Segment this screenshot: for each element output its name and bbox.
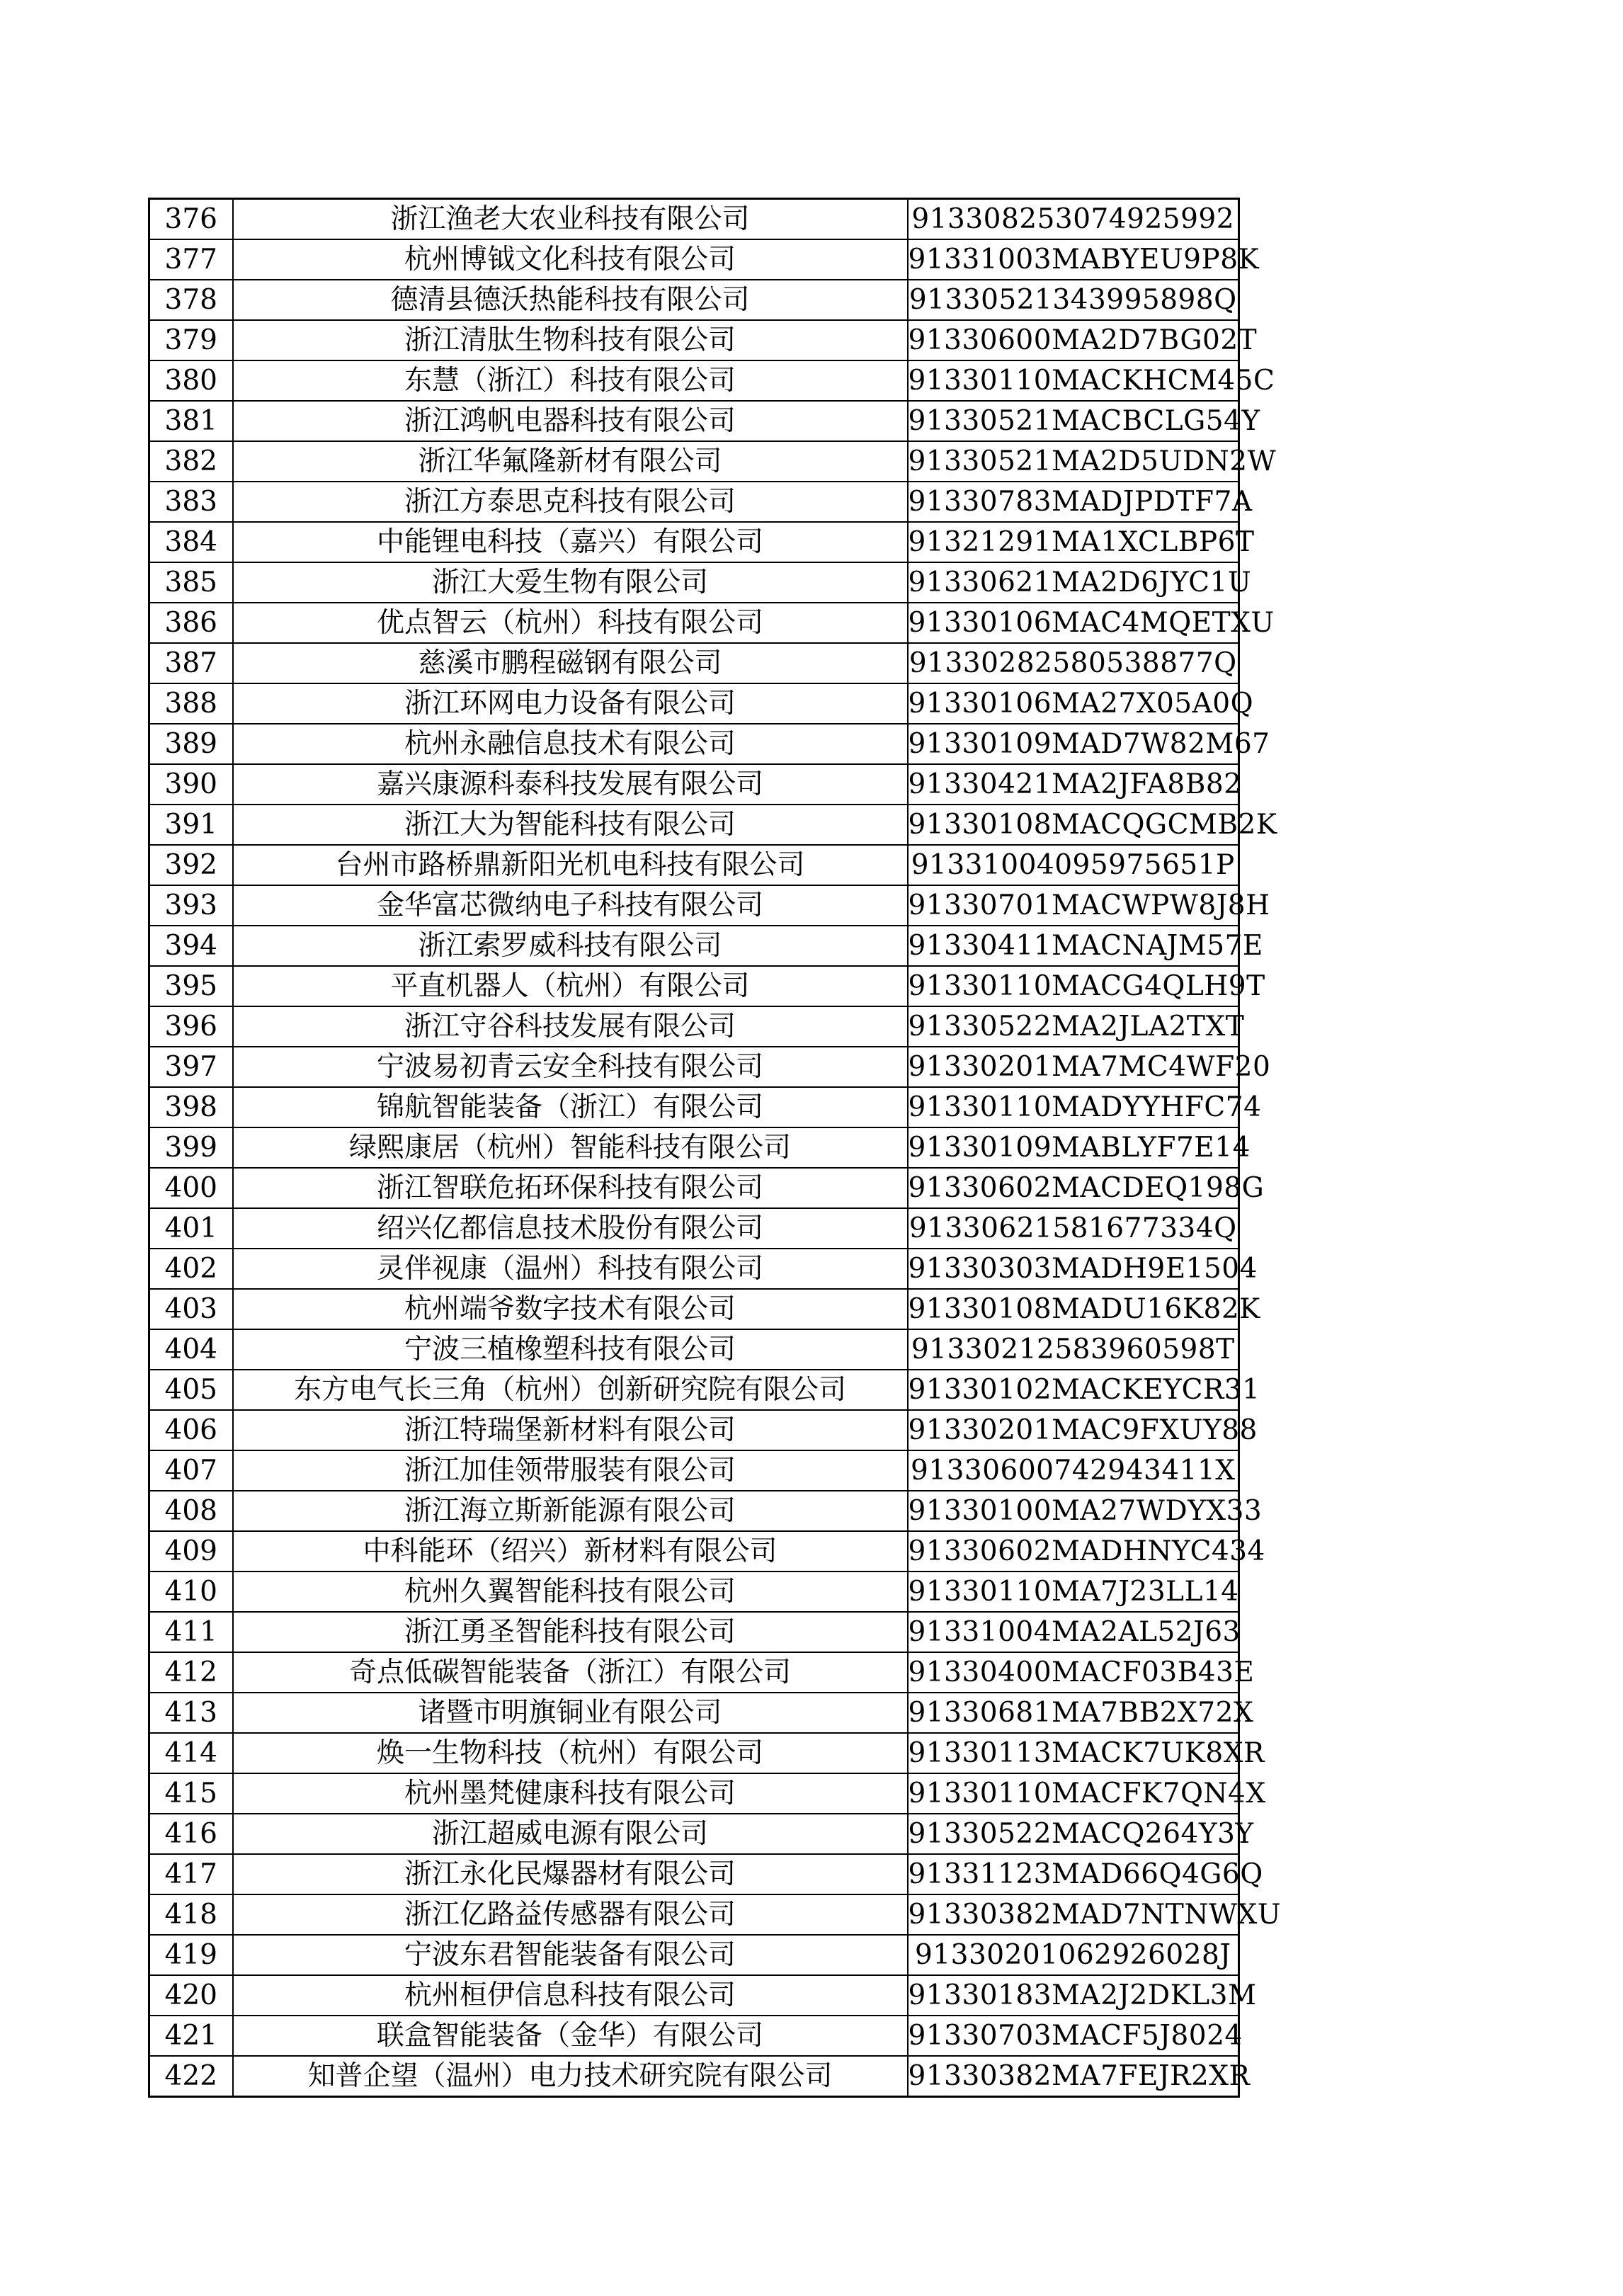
row-number: 385 — [149, 562, 233, 603]
company-name: 浙江鸿帆电器科技有限公司 — [233, 401, 908, 441]
company-name: 浙江清肽生物科技有限公司 — [233, 320, 908, 360]
credit-code: 91331123MAD66Q4G6Q — [908, 1854, 1239, 1894]
table-row — [149, 360, 1239, 401]
company-name: 中科能环（绍兴）新材料有限公司 — [233, 1531, 908, 1572]
table-row — [149, 1370, 1239, 1410]
row-number: 376 — [149, 199, 233, 240]
company-name: 浙江特瑞堡新材料有限公司 — [233, 1410, 908, 1450]
table-row — [149, 683, 1239, 724]
table-row — [149, 1410, 1239, 1450]
credit-code: 91330421MA2JFA8B82 — [908, 764, 1239, 805]
row-number: 406 — [149, 1410, 233, 1450]
row-number: 394 — [149, 926, 233, 966]
table-row — [149, 966, 1239, 1006]
company-name: 浙江守谷科技发展有限公司 — [233, 1006, 908, 1047]
row-number: 386 — [149, 603, 233, 643]
credit-code: 91330400MACF03B43E — [908, 1652, 1239, 1693]
company-name: 浙江华氟隆新材有限公司 — [233, 441, 908, 482]
row-number: 392 — [149, 845, 233, 885]
credit-code: 91330621581677334Q — [908, 1208, 1239, 1249]
company-name: 浙江智联危拓环保科技有限公司 — [233, 1168, 908, 1208]
row-number: 384 — [149, 522, 233, 562]
credit-code: 91330106MA27X05A0Q — [908, 683, 1239, 724]
row-number: 395 — [149, 966, 233, 1006]
row-number: 400 — [149, 1168, 233, 1208]
company-name: 浙江永化民爆器材有限公司 — [233, 1854, 908, 1894]
row-number: 415 — [149, 1773, 233, 1814]
row-number: 397 — [149, 1047, 233, 1087]
company-name: 慈溪市鹏程磁钢有限公司 — [233, 643, 908, 683]
company-name: 宁波三植橡塑科技有限公司 — [233, 1329, 908, 1370]
company-name: 绿熙康居（杭州）智能科技有限公司 — [233, 1127, 908, 1168]
company-name: 杭州久翼智能科技有限公司 — [233, 1572, 908, 1612]
table-row — [149, 320, 1239, 360]
table-row — [149, 1249, 1239, 1289]
row-number: 421 — [149, 2016, 233, 2056]
credit-code: 91330102MACKEYCR31 — [908, 1370, 1239, 1410]
table-row — [149, 1814, 1239, 1854]
table-row — [149, 1733, 1239, 1773]
table-row — [149, 1612, 1239, 1652]
credit-code: 91330602MACDEQ198G — [908, 1168, 1239, 1208]
credit-code: 91330106MAC4MQETXU — [908, 603, 1239, 643]
row-number: 416 — [149, 1814, 233, 1854]
company-name: 德清县德沃热能科技有限公司 — [233, 280, 908, 320]
company-name: 优点智云（杭州）科技有限公司 — [233, 603, 908, 643]
credit-code: 91331004095975651P — [908, 845, 1239, 885]
company-name: 灵伴视康（温州）科技有限公司 — [233, 1249, 908, 1289]
row-number: 409 — [149, 1531, 233, 1572]
company-name: 焕一生物科技（杭州）有限公司 — [233, 1733, 908, 1773]
row-number: 391 — [149, 805, 233, 845]
table-row — [149, 926, 1239, 966]
row-number: 402 — [149, 1249, 233, 1289]
credit-code: 91330109MABLYF7E14 — [908, 1127, 1239, 1168]
row-number: 382 — [149, 441, 233, 482]
row-number: 404 — [149, 1329, 233, 1370]
credit-code: 91321291MA1XCLBP6T — [908, 522, 1239, 562]
table-row — [149, 522, 1239, 562]
company-name: 杭州桓伊信息科技有限公司 — [233, 1975, 908, 2016]
credit-code: 91330110MACG4QLH9T — [908, 966, 1239, 1006]
row-number: 383 — [149, 482, 233, 522]
table-body — [149, 199, 1282, 2097]
table-row — [149, 401, 1239, 441]
row-number: 420 — [149, 1975, 233, 2016]
credit-code: 91330522MACQ264Y3Y — [908, 1814, 1239, 1854]
table-row — [149, 1450, 1239, 1491]
company-name: 浙江大为智能科技有限公司 — [233, 805, 908, 845]
credit-code: 91330681MA7BB2X72X — [908, 1693, 1239, 1733]
row-number: 390 — [149, 764, 233, 805]
credit-code: 91330100MA27WDYX33 — [908, 1491, 1239, 1531]
row-number: 405 — [149, 1370, 233, 1410]
row-number: 422 — [149, 2056, 233, 2097]
company-name: 浙江索罗威科技有限公司 — [233, 926, 908, 966]
table-row — [149, 805, 1239, 845]
company-name: 浙江超威电源有限公司 — [233, 1814, 908, 1854]
company-name: 嘉兴康源科泰科技发展有限公司 — [233, 764, 908, 805]
company-name: 杭州墨梵健康科技有限公司 — [233, 1773, 908, 1814]
row-number: 413 — [149, 1693, 233, 1733]
table-row — [149, 1894, 1239, 1935]
company-name: 东方电气长三角（杭州）创新研究院有限公司 — [233, 1370, 908, 1410]
table-row — [149, 1006, 1239, 1047]
table-row — [149, 1208, 1239, 1249]
row-number: 389 — [149, 724, 233, 764]
credit-code: 91330521343995898Q — [908, 280, 1239, 320]
company-name: 杭州永融信息技术有限公司 — [233, 724, 908, 764]
credit-code: 91330602MADHNYC434 — [908, 1531, 1239, 1572]
row-number: 380 — [149, 360, 233, 401]
row-number: 403 — [149, 1289, 233, 1329]
company-name: 浙江海立斯新能源有限公司 — [233, 1491, 908, 1531]
company-name: 诸暨市明旗铜业有限公司 — [233, 1693, 908, 1733]
credit-code: 91330600MA2D7BG02T — [908, 320, 1239, 360]
company-name: 浙江大爱生物有限公司 — [233, 562, 908, 603]
credit-code: 91330108MACQGCMB2K — [908, 805, 1239, 845]
table-row — [149, 239, 1239, 280]
table-row — [149, 1491, 1239, 1531]
company-name: 金华富芯微纳电子科技有限公司 — [233, 885, 908, 926]
credit-code: 91331003MABYEU9P8K — [908, 239, 1239, 280]
row-number: 418 — [149, 1894, 233, 1935]
row-number: 407 — [149, 1450, 233, 1491]
row-number: 419 — [149, 1935, 233, 1975]
table-row — [149, 603, 1239, 643]
company-name: 浙江渔老大农业科技有限公司 — [233, 199, 908, 240]
company-name: 杭州端爷数字技术有限公司 — [233, 1289, 908, 1329]
row-number: 399 — [149, 1127, 233, 1168]
company-name: 联盒智能装备（金华）有限公司 — [233, 2016, 908, 2056]
table-row — [149, 1652, 1239, 1693]
credit-code: 91330110MACKHCM45C — [908, 360, 1239, 401]
company-name: 浙江勇圣智能科技有限公司 — [233, 1612, 908, 1652]
table-row — [149, 885, 1239, 926]
company-name: 知普企望（温州）电力技术研究院有限公司 — [233, 2056, 908, 2097]
credit-code: 91330110MADYYHFC74 — [908, 1087, 1239, 1127]
credit-code: 91330108MADU16K82K — [908, 1289, 1239, 1329]
row-number: 410 — [149, 1572, 233, 1612]
table-row — [149, 280, 1239, 320]
credit-code: 91330201062926028J — [908, 1935, 1239, 1975]
credit-code: 91330303MADH9E1504 — [908, 1249, 1239, 1289]
row-number: 411 — [149, 1612, 233, 1652]
credit-code: 91330521MA2D5UDN2W — [908, 441, 1239, 482]
company-name: 锦航智能装备（浙江）有限公司 — [233, 1087, 908, 1127]
credit-code: 91330183MA2J2DKL3M — [908, 1975, 1239, 2016]
company-name: 杭州博钺文化科技有限公司 — [233, 239, 908, 280]
table-row — [149, 1975, 1239, 2016]
credit-code: 91330201MAC9FXUY88 — [908, 1410, 1239, 1450]
credit-code: 91330382MAD7NTNWXU — [908, 1894, 1239, 1935]
table-row — [149, 845, 1239, 885]
credit-code: 91330201MA7MC4WF20 — [908, 1047, 1239, 1087]
row-number: 387 — [149, 643, 233, 683]
company-name: 奇点低碳智能装备（浙江）有限公司 — [233, 1652, 908, 1693]
table-row — [149, 1854, 1239, 1894]
credit-code: 91330621MA2D6JYC1U — [908, 562, 1239, 603]
company-name: 浙江方泰思克科技有限公司 — [233, 482, 908, 522]
credit-code: 91330522MA2JLA2TXT — [908, 1006, 1239, 1047]
company-name: 台州市路桥鼎新阳光机电科技有限公司 — [233, 845, 908, 885]
company-name: 浙江亿路益传感器有限公司 — [233, 1894, 908, 1935]
table-row — [149, 1572, 1239, 1612]
credit-code: 91330282580538877Q — [908, 643, 1239, 683]
row-number: 414 — [149, 1733, 233, 1773]
row-number: 379 — [149, 320, 233, 360]
row-number: 417 — [149, 1854, 233, 1894]
table-row — [149, 1168, 1239, 1208]
table-row — [149, 724, 1239, 764]
table-row — [149, 1773, 1239, 1814]
credit-code: 91330411MACNAJM57E — [908, 926, 1239, 966]
table-row — [149, 199, 1239, 240]
company-name: 浙江加佳领带服装有限公司 — [233, 1450, 908, 1491]
credit-code: 913308253074925992 — [908, 199, 1239, 240]
row-number: 396 — [149, 1006, 233, 1047]
table-row — [149, 1329, 1239, 1370]
table-row — [149, 1693, 1239, 1733]
company-name: 浙江环网电力设备有限公司 — [233, 683, 908, 724]
row-number: 381 — [149, 401, 233, 441]
credit-code: 91330110MA7J23LL14 — [908, 1572, 1239, 1612]
row-number: 393 — [149, 885, 233, 926]
company-name: 中能锂电科技（嘉兴）有限公司 — [233, 522, 908, 562]
row-number: 377 — [149, 239, 233, 280]
table-row — [149, 1087, 1239, 1127]
company-name: 宁波易初青云安全科技有限公司 — [233, 1047, 908, 1087]
credit-code: 91330113MACK7UK8XR — [908, 1733, 1239, 1773]
table-row — [149, 1127, 1239, 1168]
row-number: 378 — [149, 280, 233, 320]
row-number: 401 — [149, 1208, 233, 1249]
company-name: 东慧（浙江）科技有限公司 — [233, 360, 908, 401]
table-row — [149, 2056, 1239, 2097]
table-row — [149, 1289, 1239, 1329]
table-row — [149, 1531, 1239, 1572]
table-row — [149, 2016, 1239, 2056]
row-number: 412 — [149, 1652, 233, 1693]
row-number: 388 — [149, 683, 233, 724]
table-row — [149, 482, 1239, 522]
company-name: 宁波东君智能装备有限公司 — [233, 1935, 908, 1975]
table-row — [149, 643, 1239, 683]
credit-code: 91330701MACWPW8J8H — [908, 885, 1239, 926]
credit-code: 91330212583960598T — [908, 1329, 1239, 1370]
row-number: 408 — [149, 1491, 233, 1531]
credit-code: 91330110MACFK7QN4X — [908, 1773, 1239, 1814]
credit-code: 91330109MAD7W82M67 — [908, 724, 1239, 764]
row-number: 398 — [149, 1087, 233, 1127]
table-row — [149, 562, 1239, 603]
credit-code: 91330382MA7FEJR2XR — [908, 2056, 1239, 2097]
company-name: 绍兴亿都信息技术股份有限公司 — [233, 1208, 908, 1249]
credit-code: 91330703MACF5J8024 — [908, 2016, 1239, 2056]
credit-code: 91330600742943411X — [908, 1450, 1239, 1491]
company-list-table — [148, 198, 1282, 2098]
table-row — [149, 1935, 1239, 1975]
table-row — [149, 764, 1239, 805]
credit-code: 91330521MACBCLG54Y — [908, 401, 1239, 441]
table-row — [149, 441, 1239, 482]
credit-code: 91330783MADJPDTF7A — [908, 482, 1239, 522]
credit-code: 91331004MA2AL52J63 — [908, 1612, 1239, 1652]
table-row — [149, 1047, 1239, 1087]
company-name: 平直机器人（杭州）有限公司 — [233, 966, 908, 1006]
